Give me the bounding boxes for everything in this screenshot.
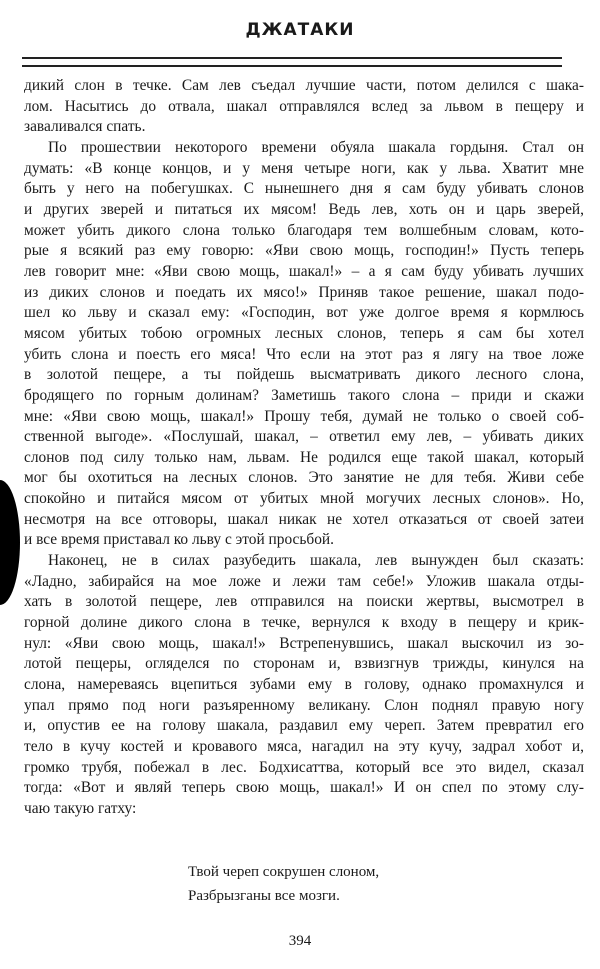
header-rule-top [22,57,562,59]
text-line: может убить дикого слона только благодаря тем волшебным словам, кото- [24,221,584,239]
body-text [24,76,584,820]
text-line: из диких слонов и поедать их мясо!» Приняв такое решение, шакал подо- [24,283,584,301]
text-line: и, опустив ее на голову шакала, раздавил ему череп. Затем превратил его [24,717,584,735]
text-line: хать в золотой пещере, лев отправился на поиски жертвы, высмотрел в [24,593,584,611]
text-line: спокойно и питайся мясом от убитых мной могучих лесных слонов». Но, [24,490,584,508]
text-line: дикий слон в течке. Сам лев съедал лучшие части, потом делился с шака- [24,77,584,94]
text-line: и все время приставал ко льву с этой просьбой. [24,531,334,549]
text-line: и других зверей и питаться их мясом! Ведь лев, хоть он и царь зверей, [24,200,584,218]
text-line: мог бы охотиться на лесных слонов. Это занятие не для тебя. Живи себе [24,469,584,487]
text-line: несмотря на все отговоры, шакал никак не хотел отказаться от своей затеи [24,510,584,528]
text-line: громко трубя, побежал в лес. Бодхисаттва, который все это видел, сказал [24,758,584,776]
page-number: 394 [288,933,312,949]
text-line: рые я всякий раз ему говорю: «Яви свою мощь, господин!» Пусть теперь [24,242,584,260]
text-line: быть у него на побегушках. С нынешнего дня я сам буду убивать слонов [24,180,584,198]
text-line: По прошествии некоторого времени обуяла шакала гордыня. Стал он [48,138,584,156]
text-line: думать: «В конце концов, и у меня четыре ноги, как у льва. Хватит мне [24,159,584,177]
text-line: тогда: «Вот и являй теперь свою мощь, шакал!» И он спел по этому слу- [24,779,584,797]
text-line: бродящего по горным долинам? Заметишь такого слона – приди и скажи [24,386,584,404]
text-line: горной долине дикого слона в течке, вернулся к входу в пещеру и крик- [24,614,584,632]
text-line: лом. Насытись до отвала, шакал отправлялся вслед за львом в пещеру и [24,97,584,115]
running-header: ДЖАТАКИ [245,20,355,40]
text-line: чаю такую гатху: [24,799,137,817]
text-line: упал прямо под ноги разъяренному великану. Слон поднял правую ногу [24,696,584,714]
text-line: лев говорит мне: «Яви свою мощь, шакал!» – а я сам буду убивать лучших [24,262,584,280]
text-line: нул: «Яви свою мощь, шакал!» Встрепенувшись, шакал выскочил из зо- [24,634,584,652]
text-line: слона, намереваясь вцепиться зубами ему в голову, однако промахнулся и [24,676,584,694]
text-line: заваливался спать. [24,118,146,136]
verse-line: Разбрызганы все мозги. [188,888,340,904]
text-line: шел ко льву и сказал ему: «Господин, вот уже долгое время я кормлюсь [24,304,584,322]
scan-artifact-blot [0,480,20,605]
text-line: в золотой пещере, а ты пойдешь высматривать дикого лесного слона, [24,366,584,384]
header-rule-bottom [22,65,562,67]
text-line: тело в кучу костей и кровавого мяса, нагадил на эту кучу, задрал хобот и, [24,738,584,755]
text-line: «Ладно, забирайся на мое ложе и лежи там себе!» Уложив шакала отды- [24,572,584,590]
verse-line: Твой череп сокрушен слоном, [188,864,380,880]
text-line: убить слона и поесть его мяса! Что если на этот раз я лягу на твое ложе [24,345,584,363]
text-line: мне: «Яви свою мощь, шакал!» Прошу тебя, думай не только о своей соб- [24,407,584,425]
text-line: слонов под силу только нам, львам. Не родился еще такой шакал, который [24,448,584,466]
text-line: мясом убитых тобою огромных лесных слонов, теперь я сам бы хотел [24,324,584,342]
text-line: ственной выгоде». «Послушай, шакал, – ответил ему лев, – убивать диких [24,428,584,446]
text-line: Наконец, не в силах разубедить шакала, лев вынужден был сказать: [48,552,584,570]
text-line: лотой пещеры, огляделся по сторонам и, взвизгнув трижды, кинулся на [24,655,584,673]
